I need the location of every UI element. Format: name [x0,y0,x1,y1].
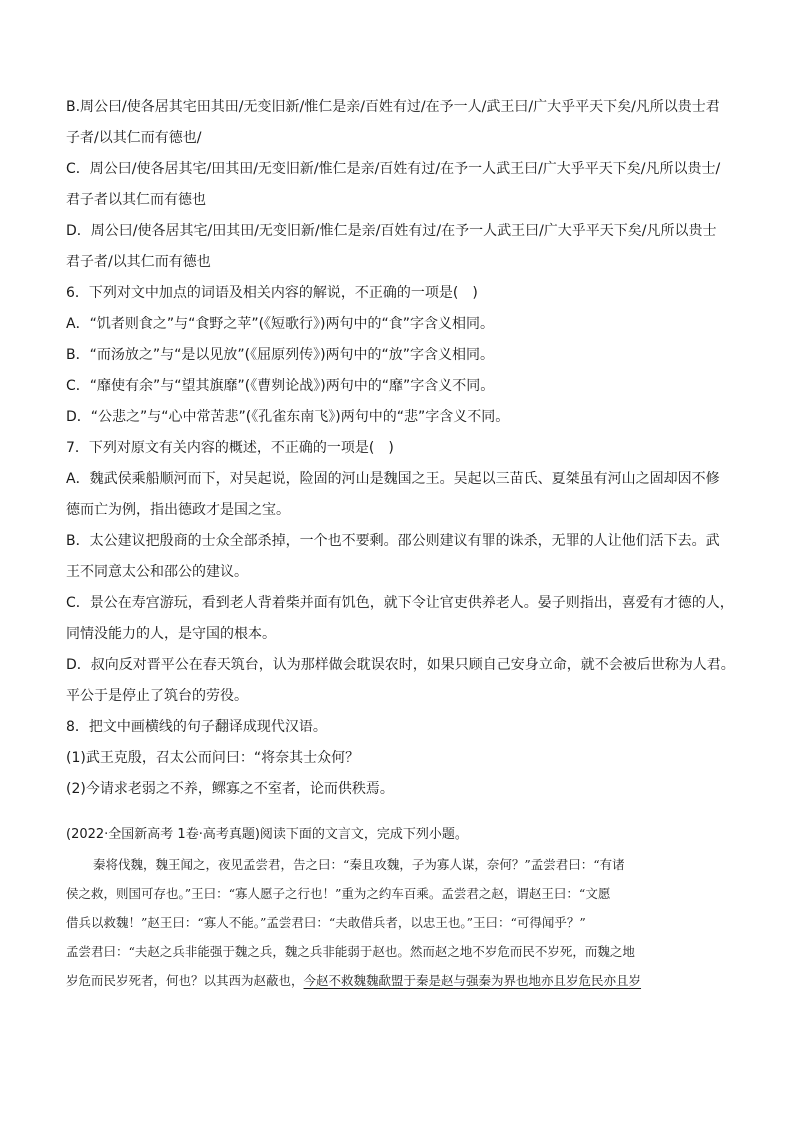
q7-option-d-line1: D．叔向反对晋平公在春天筑台，认为那样做会耽误农时，如果只顾自己安身立命，就不会被后世称为人君。 [66,657,735,673]
passage-line-4: 孟尝君曰：“夫赵之兵非能强于魏之兵，魏之兵非能弱于赵也。然而赵之地不岁危而民不岁死，而魏之地 [66,944,635,959]
classical-passage [66,850,736,995]
q8-stem: 8．把文中画横线的句子翻译成现代汉语。 [66,719,327,735]
q6-stem: 6．下列对文中加点的词语及相关内容的解说，不正确的一项是( ) [66,285,478,301]
passage-line-1: 秦将伐魏，魏王闻之，夜见孟尝君，告之曰：“秦且攻魏，子为寡人谋，奈何？”孟尝君曰：“有诸 [93,857,625,872]
q5-option-b-line2: 子者/以其仁而有德也/ [66,130,202,146]
q7-option-a-line1: A．魏武侯乘船顺河而下，对吴起说，险固的河山是魏国之王。吴起以三苗氏、夏桀虽有河山之固却因不修 [66,471,720,487]
q6-option-a: A．“饥者则食之”与“食野之苹”(《短歌行》)两句中的“食”字含义相同。 [66,316,495,332]
q5-option-c-line1: C．周公曰/使各居其宅/田其田/无变旧新/惟仁是亲/百姓有过/在予一人武王曰/广大乎平天下矣/凡所以贵士/ [66,161,721,177]
q7-option-c-line2: 同情没能力的人，是守国的根本。 [66,626,276,642]
underlined-sentence: 今赵不救魏魏歃盟于秦是赵与强秦为界也地亦且岁危民亦且岁 [303,973,642,988]
q7-option-b-line2: 王不同意太公和邵公的建议。 [66,564,248,580]
document-content [66,92,736,995]
q5-option-d-line1: D．周公曰/使各居其宅/田其田/无变旧新/惟仁是亲/百姓有过/在予一人武王曰/广大乎平天下矣/凡所以贵士 [66,223,717,239]
passage-source: (2022·全国新高考 1卷·高考真题)阅读下面的文言文，完成下列小题。 [66,827,468,842]
q7-option-b-line1: B．太公建议把殷商的士众全部杀掉，一个也不要剩。邵公则建议有罪的诛杀，无罪的人让他们活下去。武 [66,533,720,549]
q6-option-d: D．“公悲之”与“心中常苦悲”(《孔雀东南飞》)两句中的“悲”字含义不同。 [66,409,510,425]
passage-line-2: 侯之救，则国可存也。”王曰：“寡人愿子之行也！”重为之约车百乘。孟尝君之赵，谓赵王曰：“文愿 [66,886,611,901]
q7-stem: 7．下列对原文有关内容的概述，不正确的一项是( ) [66,440,394,456]
q7-option-c-line1: C．景公在寿宫游玩，看到老人背着柴并面有饥色，就下令让官吏供养老人。晏子则指出，喜爱有才德的人， [66,595,734,611]
q6-option-b: B．“而汤放之”与“是以见放”(《屈原列传》)两句中的“放”字含义相同。 [66,347,495,363]
q6-option-c: C．“靡使有余”与“望其旗靡”(《曹刿论战》)两句中的“靡”字含义不同。 [66,378,495,394]
q7-option-a-line2: 德而亡为例，指出德政才是国之宝。 [66,502,290,518]
q8-sentence-1: (1)武王克殷，召太公而问曰：“将奈其士众何？ [66,750,360,766]
q8-sentence-2: (2)今请求老弱之不养，鳏寡之不室者，论而供秩焉。 [66,781,394,797]
q7-option-d-line2: 平公于是停止了筑台的劳役。 [66,688,248,704]
passage-line-5-plain: 岁危而民岁死者，何也？以其西为赵蔽也， [66,973,304,988]
passage-line-5 [66,966,736,995]
q5-option-b-line1: B.周公曰/使各居其宅田其田/无变旧新/惟仁是亲/百姓有过/在予一人/武王曰/广大乎平天下矣/凡所以贵士君 [66,99,720,115]
q5-option-d-line2: 君子者/以其仁而有德也 [66,254,211,270]
q5-option-c-line2: 君子者以其仁而有德也 [66,192,206,208]
passage-line-3: 借兵以救魏！”赵王曰：“寡人不能。”孟尝君曰：“夫敢借兵者，以忠王也。”王曰：“可得闻乎？” [66,915,586,930]
